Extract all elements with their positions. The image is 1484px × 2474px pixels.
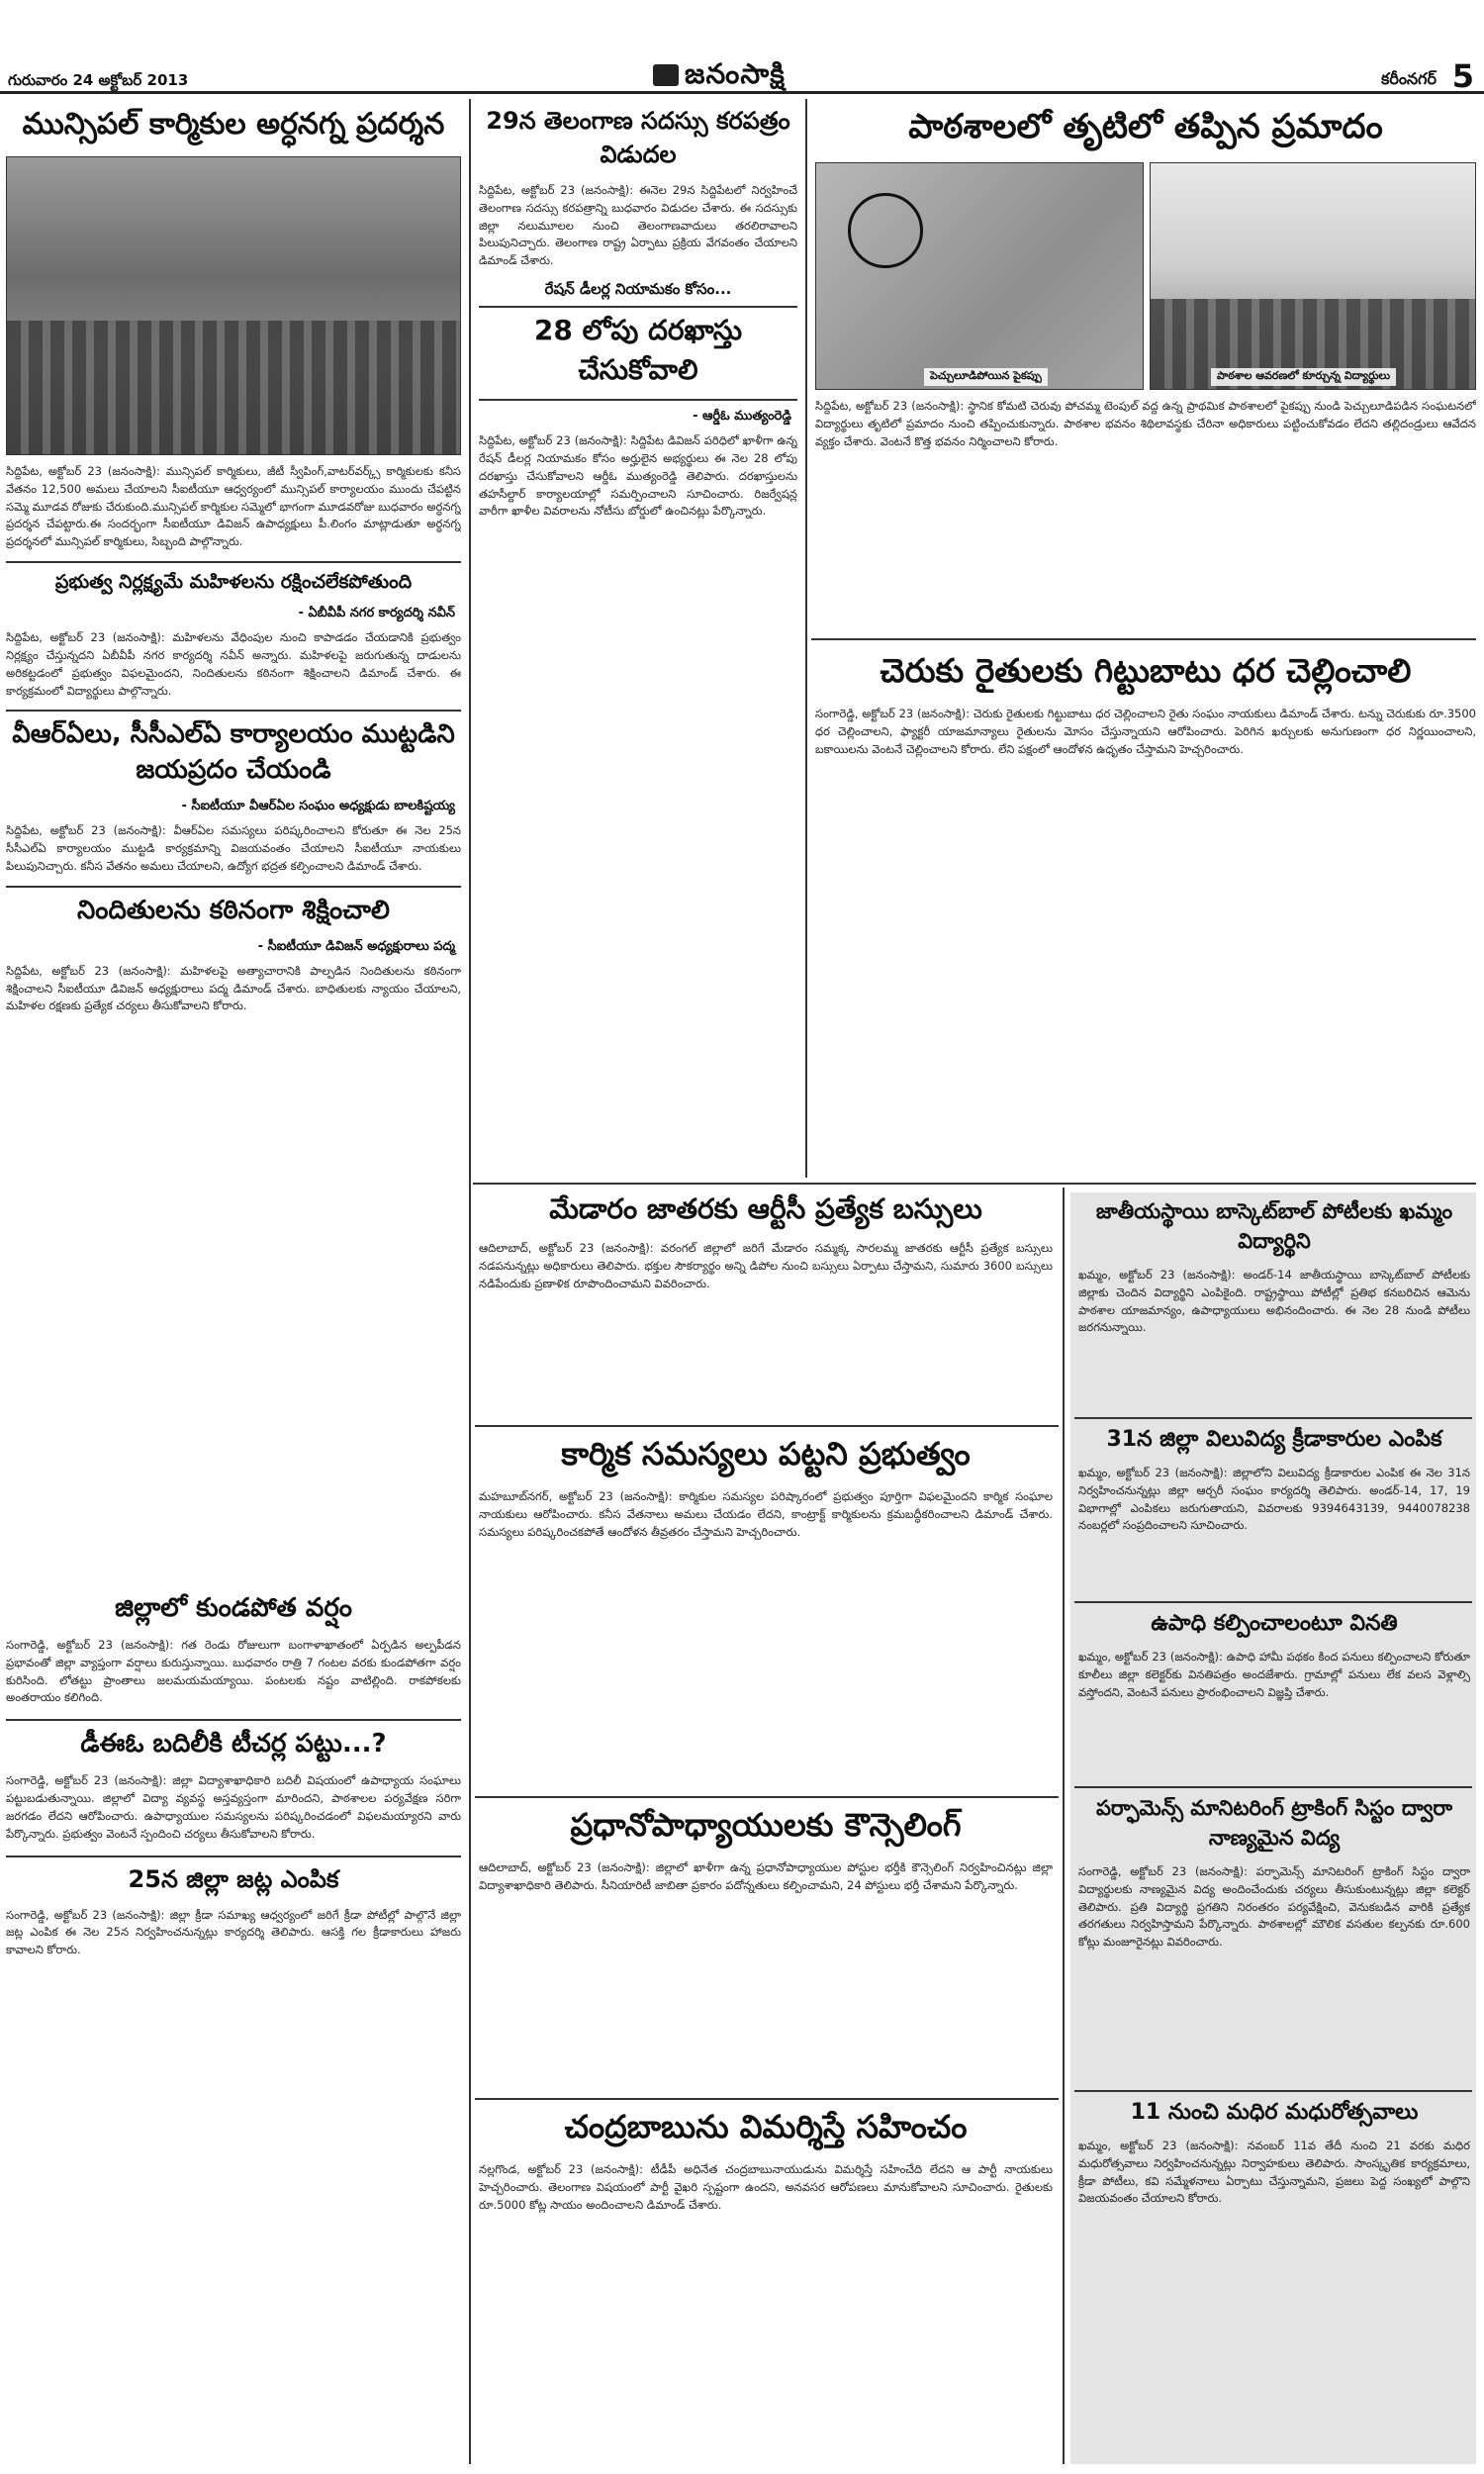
body-municipal: సిద్దిపేట, అక్టోబర్ 23 (జనంసాక్షి): మున్సిపల్ కార్మికులు, జీటీ స్వీపింగ్,వాటర్‌వర్క్స్ కార్మికులకు కనీస వేతనం 12,500 అమలు చేయాలని సీఐటీయూ ఆధ్వర్యంలో మున్సిపల్ కార్యాలయం ముందు చేపట్టిన సమ్మె మూడవ రోజుకు చేరుకుంది.మున్సిపల్ కార్మికుల సమ్మెలో భాగంగా మూడవరోజు బుధవారం అర్ధనగ్న ప్రదర్శన చేపట్టారు.ఈ సందర్భంగా సీఐటీయూ డివిజన్ ఉపాధ్యక్షులు పీ.లింగం మాట్లాడుతూ అర్ధనగ్న ప్రదర్శనలో మున్సిపల్ కార్మికులు, సిబ్బంది పాల్గొన్నారు. — [6, 464, 461, 549]
body-telangana: సిద్దిపేట, అక్టోబర్ 23 (జనంసాక్షి): ఈనెల 29న సిద్దిపేటలో నిర్వహించే తెలంగాణ సదస్సు కరపత్రాన్ని బుధవారం విడుదల చేశారు. ఈ సదస్సుకు జిల్లా నలుమూలల నుంచి తెలంగాణవాదులు తరలిరావాలని పిలుపునిచ్చారు. తెలంగాణ రాష్ట్ర ఏర్పాటు ప్రక్రియ వేగవంతం చేయాలని డిమాండ్ చేశారు. — [479, 183, 797, 268]
headline-archery: 31న జిల్లా విలువిద్య క్రీడాకారుల ఎంపిక — [1106, 1427, 1442, 1452]
body-hm: ఆదిలాబాద్, అక్టోబర్ 23 (జనంసాక్షి): జిల్లాలో ఖాళీగా ఉన్న ప్రధానోపాధ్యాయుల పోస్టుల భర్తీకి కౌన్సెలింగ్ నిర్వహించినట్లు జిల్లా విద్యాశాఖాధికారి తెలిపారు. సీనియారిటీ జాబితా ప్రకారం పదోన్నతులు కల్పించామని, 24 పోస్టులు భర్తీ చేశామని పేర్కొన్నారు. — [479, 1860, 1053, 1892]
byline-punish: - సీఐటీయూ డివిజన్ అధ్యక్షురాలు పద్మ — [257, 938, 455, 954]
body-deo: సంగారెడ్డి, అక్టోబర్ 23 (జనంసాక్షి): జిల్లా విద్యాశాఖాధికారి బదిలీ విషయంలో ఉపాధ్యాయ సంఘాలు పట్టుబడుతున్నాయి. జిల్లాలో విద్యా వ్యవస్థ అస్తవ్యస్తంగా మారిందని, పాఠశాలల పర్యవేక్షణ సరిగా జరగడం లేదని ఆరోపించారు. ఉపాధ్యాయుల సమస్యలను పరిష్కరించడంలో విఫలమయ్యారని వారు పేర్కొన్నారు. ప్రభుత్వం వెంటనే స్పందించి చర్యలు తీసుకోవాలని కోరారు. — [6, 1773, 461, 1841]
body-workers: మహబూబ్‌నగర్, అక్టోబర్ 23 (జనంసాక్షి): కార్మికుల సమస్యల పరిష్కారంలో ప్రభుత్వం పూర్తిగా విఫలమైందని కార్మిక సంఘాల నాయకులు ఆరోపించారు. కనీస వేతనాలు అమలు చేయడం లేదని, కాంట్రాక్ట్ కార్మికులను క్రమబద్ధీకరించాలని డిమాండ్ చేశారు. సమస్యలు పరిష్కరించకపోతే ఆందోళన తీవ్రతరం చేస్తామని హెచ్చరించారు. — [479, 1489, 1053, 1539]
newspaper-logo — [653, 57, 786, 97]
body-chandrababu: నల్లగొండ, అక్టోబర్ 23 (జనంసాక్షి): టీడీపీ అధినేత చంద్రబాబునాయుడును విమర్శిస్తే సహించేది లేదని ఆ పార్టీ నాయకులు హెచ్చరించారు. తెలంగాణ విషయంలో పార్టీ వైఖరి స్పష్టంగా ఉందని, అనవసర ఆరోపణలు మానుకోవాలని సూచించారు. రైతులకు రూ.5000 కోట్ల సాయం అందించాలని డిమాండ్ చేశారు. — [479, 2162, 1053, 2212]
story-hm — [479, 1806, 1053, 2093]
byline-ration: - ఆర్డీఓ ముత్యంరెడ్డి — [693, 409, 791, 425]
body-vro: సిద్దిపేట, అక్టోబర్ 23 (జనంసాక్షి): వీఆర్ఏల సమస్యలు పరిష్కరించాలని కోరుతూ ఈ నెల 25న సీసీఎల్ఏ కార్యాలయం ముట్టడి కార్యక్రమాన్ని విజయవంతం చేయాలని సీఐటీయూ నాయకులు పిలుపునిచ్చారు. కనీస వేతనం అమలు చేయాలని, ఉద్యోగ భద్రత కల్పించాలని డిమాండ్ చేశారు. — [6, 823, 461, 873]
newspaper-logo-icon — [653, 64, 679, 86]
issue-date: గురువారం 24 అక్టోబర్ 2013 — [8, 71, 189, 89]
photo-classroom — [1150, 162, 1476, 390]
headline-madhira: 11 నుంచి మధిర మధురోత్సవాలు — [1130, 2100, 1419, 2125]
photo-ceiling — [815, 162, 1144, 390]
body-performance: సంగారెడ్డి, అక్టోబర్ 23 (జనంసాక్షి): పర్ఫామెన్స్ మానిటరింగ్ ట్రాకింగ్ సిస్టం ద్వారా విద్యార్థులకు నాణ్యమైన విద్య అందించేందుకు చర్యలు తీసుకుంటున్నట్లు జిల్లా కలెక్టర్ తెలిపారు. ప్రతి విద్యార్థి ప్రగతిని నిరంతరం పర్యవేక్షించి, వెనుకబడిన వారికి ప్రత్యేక తరగతులు నిర్వహిస్తామని పేర్కొన్నారు. పాఠశాలల్లో మౌలిక వసతుల కల్పనకు రూ.600 కోట్లు మంజూరైనట్లు వివరించారు. — [1078, 1864, 1470, 1950]
photo-protest — [6, 156, 461, 455]
headline-punish: నిందితులను కఠినంగా శిక్షించాలి — [77, 895, 390, 925]
headline-teams: 25న జిల్లా జట్ల ఎంపిక — [128, 1864, 339, 1893]
newspaper-name: జనంసాక్షి — [685, 57, 786, 90]
body-sugarcane: సంగారెడ్డి, అక్టోబర్ 23 (జనంసాక్షి): చెరుకు రైతులకు గిట్టుబాటు ధర చెల్లించాలని రైతు సంఘం నాయకులు డిమాండ్ చేశారు. టన్ను చెరుకుకు రూ.3500 ధర చెల్లించాలని, ఫ్యాక్టరీ యాజమాన్యాలు రైతులను మోసం చేస్తున్నాయని ఆరోపించారు. పెరిగిన ఖర్చులకు అనుగుణంగా ధర నిర్ణయించాలని, బకాయిలను వెంటనే చెల్లించాలని కోరారు. లేని పక్షంలో ఆందోళన ఉధృతం చేస్తామని హెచ్చరించారు. — [815, 707, 1476, 756]
body-madhira: ఖమ్మం, అక్టోబర్ 23 (జనంసాక్షి): నవంబర్ 11వ తేదీ నుంచి 21 వరకు మధిర మధురోత్సవాలు నిర్వహించనున్నట్లు నిర్వాహకులు తెలిపారు. సాంస్కృతిక కార్యక్రమాలు, క్రీడా పోటీలు, కవి సమ్మేళనాలు ఏర్పాటు చేస్తున్నామని, ప్రజలు పెద్ద సంఖ్యలో పాల్గొని విజయవంతం చేయాలని కోరారు. — [1078, 2139, 1470, 2206]
edition-place: కరీంనగర్ — [1380, 69, 1437, 88]
story-rain — [6, 1593, 461, 2459]
headline-ration: 28 లోపు దరఖాస్తు చేసుకోవాలి — [479, 306, 797, 401]
headline-rain: జిల్లాలో కుండపోత వర్షం — [115, 1593, 352, 1623]
body-women-safety: సిద్దిపేట, అక్టోబర్ 23 (జనంసాక్షి): మహిళలను వేధింపుల నుంచి కాపాడడం చేయడానికి ప్రభుత్వం నిర్లక్ష్యం చేస్తున్నదని ఏబీవీపీ నగర కార్యదర్శి నవీన్ అన్నారు. మహిళలపై జరుగుతున్న దాడులను అరికట్టడంలో ప్రభుత్వం విఫలమైందని, నిందితులను కఠినంగా శిక్షించాలని డిమాండ్ చేశారు. ఈ కార్యక్రమంలో విద్యార్థులు పాల్గొన్నారు. — [6, 630, 461, 698]
body-school: సిద్దిపేట, అక్టోబర్ 23 (జనంసాక్షి): స్థానిక కోమటి చెరువు పోచమ్మ టెంపుల్ వద్ద ఉన్న ప్రాథమిక పాఠశాలలో పైకప్పు నుండి పెచ్చులూడిపడిన సంఘటనలో విద్యార్థులు తృటిలో ప్రమాదం నుంచి తప్పించుకున్నారు. పాఠశాల భవనం శిథిలావస్థకు చేరినా అధికారులు పట్టించుకోవడం లేదని తల్లిదండ్రులు ఆవేదన వ్యక్తం చేశారు. వెంటనే కొత్త భవనం నిర్మించాలని కోరారు. — [815, 399, 1476, 448]
story-archery — [1078, 1427, 1470, 1595]
body-upadhi: ఖమ్మం, అక్టోబర్ 23 (జనంసాక్షి): ఉపాధి హామీ పథకం కింద పనులు కల్పించాలని కోరుతూ కూలీలు జిల్లా కలెక్టర్‌కు వినతిపత్రం అందజేశారు. గ్రామాల్లో పనులు లేక వలస వెళ్లాల్సి వస్తోందని, వెంటనే పనులు ప్రారంభించాలని విజ్ఞప్తి చేశారు. — [1078, 1650, 1470, 1699]
story-school — [815, 107, 1476, 740]
body-basketball: ఖమ్మం, అక్టోబర్ 23 (జనంసాక్షి): అండర్-14 జాతీయస్థాయి బాస్కెట్‌బాల్ పోటీలకు జిల్లాకు చెందిన విద్యార్థిని ఎంపికైంది. రాష్ట్రస్థాయి పోటీల్లో ప్రతిభ కనబరిచిన ఆమెను పాఠశాల యాజమాన్యం, ఉపాధ్యాయులు అభినందించారు. ఈ నెల 28 నుండి పోటీలు జరగనున్నాయి. — [1078, 1268, 1470, 1335]
caption-ceiling: పెచ్చులూడిపోయిన పైకప్పు — [924, 368, 1048, 386]
headline-telangana: 29న తెలంగాణ సదస్సు కరపత్రం విడుదల — [486, 107, 790, 168]
body-punish: సిద్దిపేట, అక్టోబర్ 23 (జనంసాక్షి): మహిళలపై అత్యాచారానికి పాల్పడిన నిందితులను కఠినంగా శిక్షించాలని సీఐటీయూ డివిజన్ అధ్యక్షురాలు పద్మ డిమాండ్ చేశారు. బాధితులకు న్యాయం చేయాలని, మహిళల రక్షణకు ప్రత్యేక చర్యలు తీసుకోవాలని కోరారు. — [6, 963, 461, 1013]
headline-medaram: మేడారం జాతరకు ఆర్టీసీ ప్రత్యేక బస్సులు — [549, 1192, 982, 1225]
byline-women-safety: - ఏబీవీపీ నగర కార్యదర్శి నవీన్ — [298, 606, 455, 621]
body-medaram: ఆదిలాబాద్, అక్టోబర్ 23 (జనంసాక్షి): వరంగల్ జిల్లాలో జరిగే మేడారం సమ్మక్క సారలమ్మ జాతరకు ఆర్టీసీ ప్రత్యేక బస్సులు నడపనున్నట్లు అధికారులు తెలిపారు. భక్తుల సౌకర్యార్థం అన్ని డిపోల నుంచి బస్సులు ఏర్పాటు చేస్తామని, సుమారు 3600 బస్సులు నడిపేందుకు ప్రణాళిక రూపొందించామని వివరించారు. — [479, 1241, 1053, 1290]
story-basketball — [1078, 1199, 1470, 1412]
headline-women-safety: ప్రభుత్వ నిర్లక్ష్యమే మహిళలను రక్షించలేకపోతుంది — [54, 571, 413, 594]
story-chandrababu — [479, 2108, 1053, 2464]
story-workers — [479, 1435, 1053, 1791]
masthead — [0, 0, 1484, 94]
body-archery: ఖమ్మం, అక్టోబర్ 23 (జనంసాక్షి): జిల్లాలోని విలువిద్య క్రీడాకారుల ఎంపిక ఈ నెల 31న నిర్వహించనున్నట్లు జిల్లా ఆర్చరీ సంఘం కార్యదర్శి తెలిపారు. అండర్-14, 17, 19 విభాగాల్లో ఎంపికలు జరుగుతాయని, వివరాలకు 9394643139, 9440078238 నంబర్లలో సంప్రదించాలని సూచించారు. — [1078, 1466, 1470, 1533]
body-rain: సంగారెడ్డి, అక్టోబర్ 23 (జనంసాక్షి): గత రెండు రోజులుగా బంగాళాఖాతంలో ఏర్పడిన అల్పపీడన ప్రభావంతో జిల్లా వ్యాప్తంగా వర్షాలు కురుస్తున్నాయి. బుధవారం రాత్రి 7 గంటల వరకు కుండపోతగా వర్షం కురిసింది. లోతట్టు ప్రాంతాలు జలమయమయ్యాయి. పంటలకు నష్టం వాటిల్లింది. రాకపోకలకు అంతరాయం కలిగింది. — [6, 1638, 461, 1705]
headline-school: పాఠశాలలో తృటిలో తప్పిన ప్రమాదం — [908, 107, 1383, 146]
page-number: 5 — [1451, 57, 1474, 95]
headline-workers: కార్మిక సమస్యలు పట్టని ప్రభుత్వం — [561, 1435, 971, 1473]
story-municipal — [6, 107, 461, 1477]
body-teams: సంగారెడ్డి, అక్టోబర్ 23 (జనంసాక్షి): జిల్లా క్రీడా సమాఖ్య ఆధ్వర్యంలో జరిగే క్రీడా పోటీల్లో పాల్గొనే జిల్లా జట్ల ఎంపిక ఈ నెల 25న నిర్వహించనున్నట్లు కార్యదర్శి తెలిపారు. ఆసక్తి గల క్రీడాకారులు హాజరు కావాలని కోరారు. — [6, 1907, 461, 1957]
headline-vro: వీఆర్ఏలు, సీసీఎల్ఏ కార్యాలయం ముట్టడిని జయప్రదం చేయండి — [12, 719, 455, 786]
story-telangana — [479, 107, 797, 1225]
headline-basketball: జాతీయస్థాయి బాస్కెట్‌బాల్ పోటీలకు ఖమ్మం విద్యార్థిని — [1095, 1199, 1453, 1253]
story-performance — [1078, 1796, 1470, 2083]
headline-upadhi: ఉపాధి కల్పించాలంటూ వినతి — [1151, 1611, 1398, 1636]
headline-municipal: మున్సిపల్ కార్మికుల అర్ధనగ్న ప్రదర్శన — [22, 107, 445, 142]
headline-hm: ప్రధానోపాధ్యాయులకు కౌన్సెలింగ్ — [570, 1806, 962, 1844]
headline-sugarcane: చెరుకు రైతులకు గిట్టుబాటు ధర చెల్లించాలి — [880, 651, 1412, 690]
headline-chandrababu: చంద్రబాబును విమర్శిస్తే సహించం — [564, 2108, 968, 2145]
kicker-ration: రేషన్ డీలర్ల నియామకం కోసం... — [544, 280, 732, 299]
body-ration: సిద్దిపేట, అక్టోబర్ 23 (జనంసాక్షి): సిద్దిపేట డివిజన్ పరిధిలో ఖాళీగా ఉన్న రేషన్ డీలర్ల నియామకం కోసం అర్హులైన అభ్యర్థులు ఈ నెల 28 లోపు దరఖాస్తు చేసుకోవాలని ఆర్డీఓ ముత్యంరెడ్డి తెలిపారు. దరఖాస్తులను తహసీల్దార్ కార్యాలయాల్లో సమర్పించాలని సూచించారు. రిజర్వేషన్ల వారీగా ఖాళీల వివరాలను నోటీసు బోర్డులో ఉంచినట్లు పేర్కొన్నారు. — [479, 433, 797, 519]
story-sugarcane — [815, 651, 1476, 1176]
headline-deo: డీఈఓ బదిలీకి టీచర్ల పట్టు...? — [80, 1729, 387, 1760]
story-madhira — [1078, 2100, 1470, 2456]
story-medaram — [479, 1192, 1053, 1425]
byline-vro: - సీఐటీయూ వీఆర్ఏల సంఘం అధ్యక్షుడు బాలకిష్టయ్య — [181, 799, 455, 814]
story-upadhi — [1078, 1611, 1470, 1779]
headline-performance: పర్ఫామెన్స్ మానిటరింగ్ ట్రాకింగ్ సిస్టం ద్వారా నాణ్యమైన విద్య — [1095, 1796, 1453, 1850]
caption-classroom: పాఠశాల ఆవరణలో కూర్చున్న విద్యార్థులు — [1211, 368, 1396, 386]
